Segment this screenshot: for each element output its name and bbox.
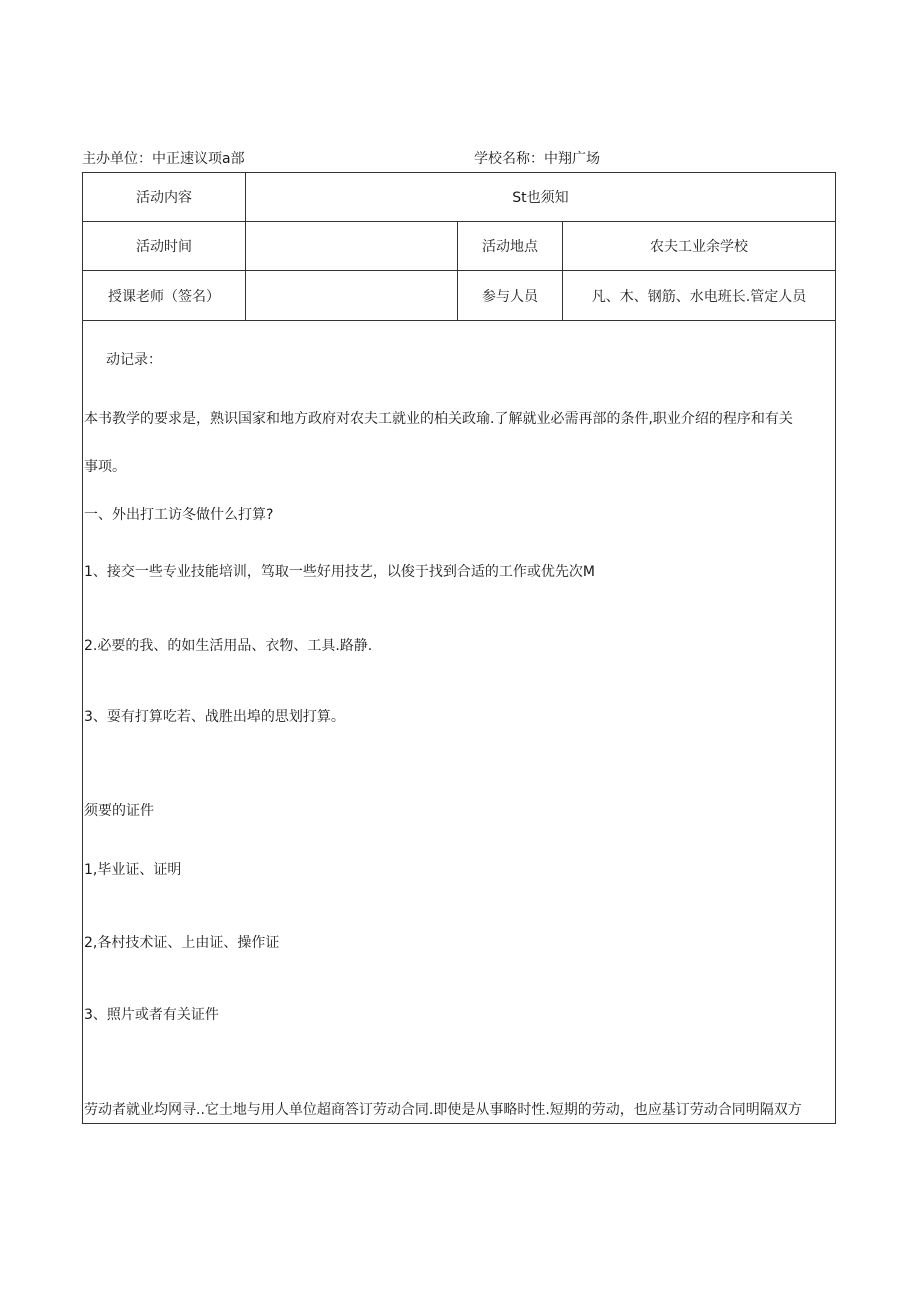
record-intro-line1: 本书教学的要求是，熟识国家和地方政府对农夫工就业的柏关政瑜.了解就业必需再部的条件,职业介绍的程序和有关 bbox=[84, 411, 793, 427]
activity-record-table bbox=[82, 172, 836, 1124]
section1-item3: 3、耍有打算吃若、战胜出埠的思划打算。 bbox=[84, 709, 345, 725]
section1-title: 一、外出打工访冬做什么打算? bbox=[84, 507, 274, 523]
instructor-label: 授课老师（签名） bbox=[108, 288, 220, 305]
record-intro-line2: 事项。 bbox=[84, 459, 126, 475]
section2-item3: 3、照片或者有关证件 bbox=[84, 1007, 219, 1023]
participants-value: 凡、木、钢筋、水电班长.管定人员 bbox=[591, 288, 807, 305]
row-divider bbox=[83, 320, 835, 321]
section2-title: 须要的证件 bbox=[84, 803, 154, 819]
activity-time-label: 活动时间 bbox=[136, 239, 192, 255]
record-title: 动记录： bbox=[106, 352, 162, 368]
section1-item2: 2.必要的我、的如生活用品、衣物、工具.路静. bbox=[84, 638, 373, 654]
activity-location-value: 农夫工业余学校 bbox=[650, 239, 748, 255]
activity-content-value: St也须知 bbox=[512, 190, 569, 206]
closing-paragraph: 劳动者就业均网寻..它土地与用人单位超商答订劳动合同.即使是从事略时性.短期的劳动，也应基订劳动合同明隔双方 bbox=[84, 1102, 802, 1118]
activity-content-label: 活动内容 bbox=[136, 190, 192, 206]
school-name-label: 学校名称：中翔广场 bbox=[474, 151, 600, 167]
instructor-signature bbox=[246, 271, 457, 320]
section1-item1: 1、接交一些专业技能培训，笃取一些好用技艺，以俊于找到合适的工作或优先次M bbox=[84, 564, 595, 580]
section2-item2: 2,各村技术证、上由证、操作证 bbox=[84, 935, 280, 951]
organizer-label: 主办单位：中正速议项a部 bbox=[82, 151, 245, 167]
activity-time-value bbox=[246, 222, 457, 270]
participants-label: 参与人员 bbox=[482, 288, 538, 305]
section2-item1: 1,毕业证、证明 bbox=[84, 862, 182, 878]
activity-location-label: 活动地点 bbox=[482, 239, 538, 255]
